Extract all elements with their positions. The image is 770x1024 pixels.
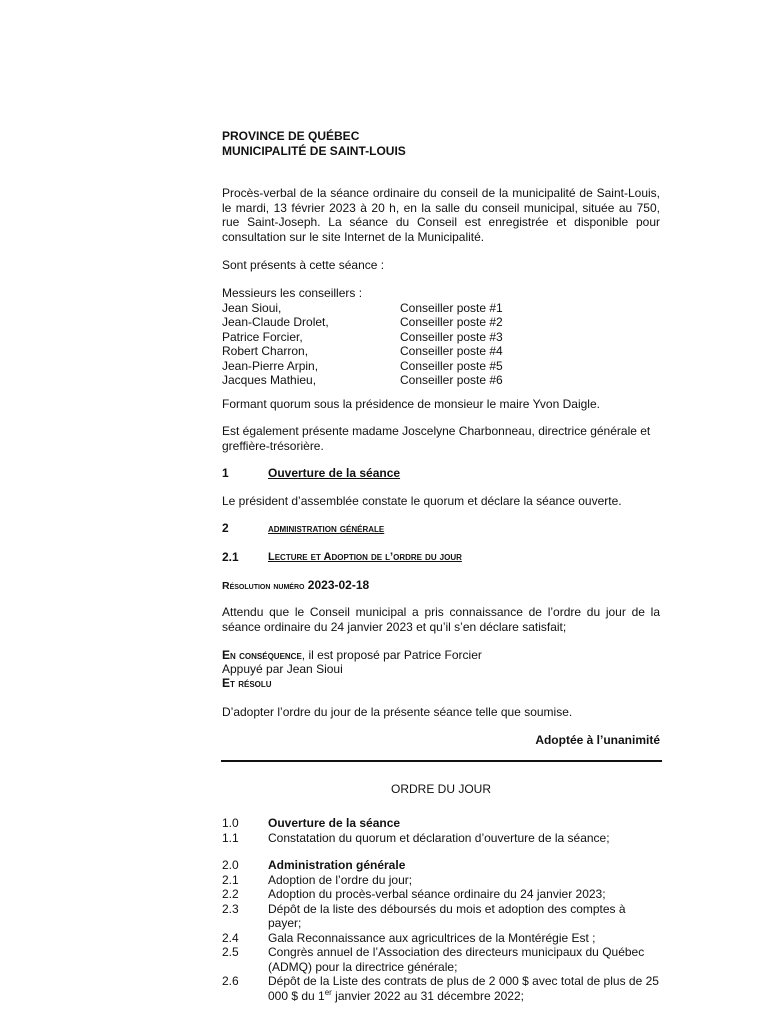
councillor-row xyxy=(222,373,662,388)
agenda-text: Adoption du procès-verbal séance ordinaire du 24 janvier 2023; xyxy=(268,887,606,901)
resolution-number: 2023-02-18 xyxy=(307,578,370,592)
agenda-item xyxy=(222,831,662,846)
councillor-post: Conseiller poste #5 xyxy=(400,358,503,373)
councillor-row xyxy=(222,344,662,359)
agenda-text: Gala Reconnaissance aux agricultrices de la Montérégie Est ; xyxy=(268,930,596,945)
councillor-row xyxy=(222,301,662,316)
agenda-text: Adoption de l’ordre du jour; xyxy=(268,872,413,887)
section-1-text: Le président d’assemblée constate le quorum et déclare la séance ouverte. xyxy=(222,494,622,508)
agenda-text-part: Dépôt de la Liste des contrats de plus de 2 000 $ avec total de plus de 25 000 $ du 1 xyxy=(268,974,659,1003)
councillor-post: Conseiller poste #4 xyxy=(400,344,503,358)
agenda-text: Dépôt de la liste des déboursés du mois et adoption des comptes à payer; xyxy=(268,901,626,930)
resolution-label: Résolution numéro xyxy=(222,580,305,592)
agenda-number: 2.2 xyxy=(222,887,239,901)
agenda-group-2 xyxy=(222,858,662,1003)
agenda-text: Constatation du quorum et déclaration d’ouverture de la séance; xyxy=(268,830,610,845)
councillor-row xyxy=(222,330,662,345)
agenda-heading-title: Ouverture de la séance xyxy=(268,816,401,830)
agenda-item xyxy=(222,945,662,974)
province-heading: PROVINCE DE QUÉBEC xyxy=(222,129,360,143)
section-2-number: 2 xyxy=(222,521,229,535)
councillors-list xyxy=(222,286,662,388)
councillor-post: Conseiller poste #6 xyxy=(400,373,503,387)
agenda-title: ORDRE DU JOUR xyxy=(390,782,491,796)
agenda-text xyxy=(268,974,660,1003)
also-present-text: Est également présente madame Joscelyne Charbonneau, directrice générale et greffière-trésorière. xyxy=(222,424,651,453)
municipality-heading: MUNICIPALITÉ DE SAINT-LOUIS xyxy=(222,144,406,158)
section-1-title: Ouverture de la séance xyxy=(268,466,401,480)
agenda-heading xyxy=(222,816,662,831)
councillor-name: Patrice Forcier, xyxy=(222,329,303,344)
intro-paragraph: Procès-verbal de la séance ordinaire du conseil de la municipalité de Saint-Louis, le mardi, 13 février 2023 à 20 h, en la salle du conseil municipal, située au 750, rue Saint-Joseph. La séance du Conseil est enregistrée et disponible pour consultation sur le site Internet de la Municipalité. xyxy=(222,186,660,244)
section-21-title: Lecture et Adoption de l’ordre du jour xyxy=(268,551,462,563)
section-1-number: 1 xyxy=(222,466,229,480)
councillor-row xyxy=(222,359,662,374)
agenda-item xyxy=(222,931,662,946)
consequence-label: En conséquence xyxy=(222,648,302,662)
councillor-post: Conseiller poste #2 xyxy=(400,315,503,329)
resolu-line: Et résolu xyxy=(222,676,272,690)
agenda-number: 2.3 xyxy=(222,901,239,916)
section-21-number: 2.1 xyxy=(222,550,239,564)
agenda-item xyxy=(222,974,662,1003)
consequence-text: , il est proposé par Patrice Forcier xyxy=(301,648,482,662)
agenda-text: Congrès annuel de l’Association des directeurs municipaux du Québec (ADMQ) pour la directrice générale; xyxy=(268,945,645,974)
adopter-text: D’adopter l’ordre du jour de la présente séance telle que soumise. xyxy=(222,705,573,719)
agenda-number: 2.5 xyxy=(222,945,239,959)
councillor-name: Jean Sioui, xyxy=(222,300,282,315)
agenda-number: 2.6 xyxy=(222,974,239,988)
consequence-line xyxy=(222,648,482,663)
agenda-number: 2.0 xyxy=(222,858,239,872)
councillor-post: Conseiller poste #3 xyxy=(400,329,503,344)
agenda-text-superscript: er xyxy=(324,987,332,997)
agenda-item xyxy=(222,887,662,902)
agenda-number: 2.1 xyxy=(222,872,239,887)
agenda-group-1 xyxy=(222,816,662,845)
agenda-number: 1.1 xyxy=(222,830,239,845)
councillor-name: Robert Charron, xyxy=(222,344,309,358)
agenda-number: 2.4 xyxy=(222,930,239,945)
presents-label: Sont présents à cette séance : xyxy=(222,258,385,272)
resolution-line xyxy=(222,578,369,594)
divider xyxy=(221,760,662,762)
agenda-number: 1.0 xyxy=(222,816,239,830)
agenda-text-part: janvier 2022 au 31 décembre 2022; xyxy=(331,988,524,1003)
councillor-row xyxy=(222,315,662,330)
councillor-name: Jacques Mathieu, xyxy=(222,373,317,387)
councillor-post: Conseiller poste #1 xyxy=(400,300,503,315)
section-2-title: administration générale xyxy=(268,523,385,535)
agenda-heading xyxy=(222,858,662,873)
quorum-text: Formant quorum sous la présidence de monsieur le maire Yvon Daigle. xyxy=(222,397,600,411)
councillors-label: Messieurs les conseillers : xyxy=(222,286,363,300)
agenda-heading-title: Administration générale xyxy=(268,858,406,872)
councillor-name: Jean-Pierre Arpin, xyxy=(222,358,319,373)
councillor-name: Jean-Claude Drolet, xyxy=(222,315,329,329)
adoptee-text: Adoptée à l’unanimité xyxy=(535,733,660,747)
appuye-line: Appuyé par Jean Sioui xyxy=(222,662,343,676)
attendu-paragraph: Attendu que le Conseil municipal a pris connaissance de l’ordre du jour de la séance ordinaire du 24 janvier 2023 et qu’il s’en déclare satisfait; xyxy=(222,605,660,634)
agenda-item xyxy=(222,873,662,888)
agenda-item xyxy=(222,902,662,931)
